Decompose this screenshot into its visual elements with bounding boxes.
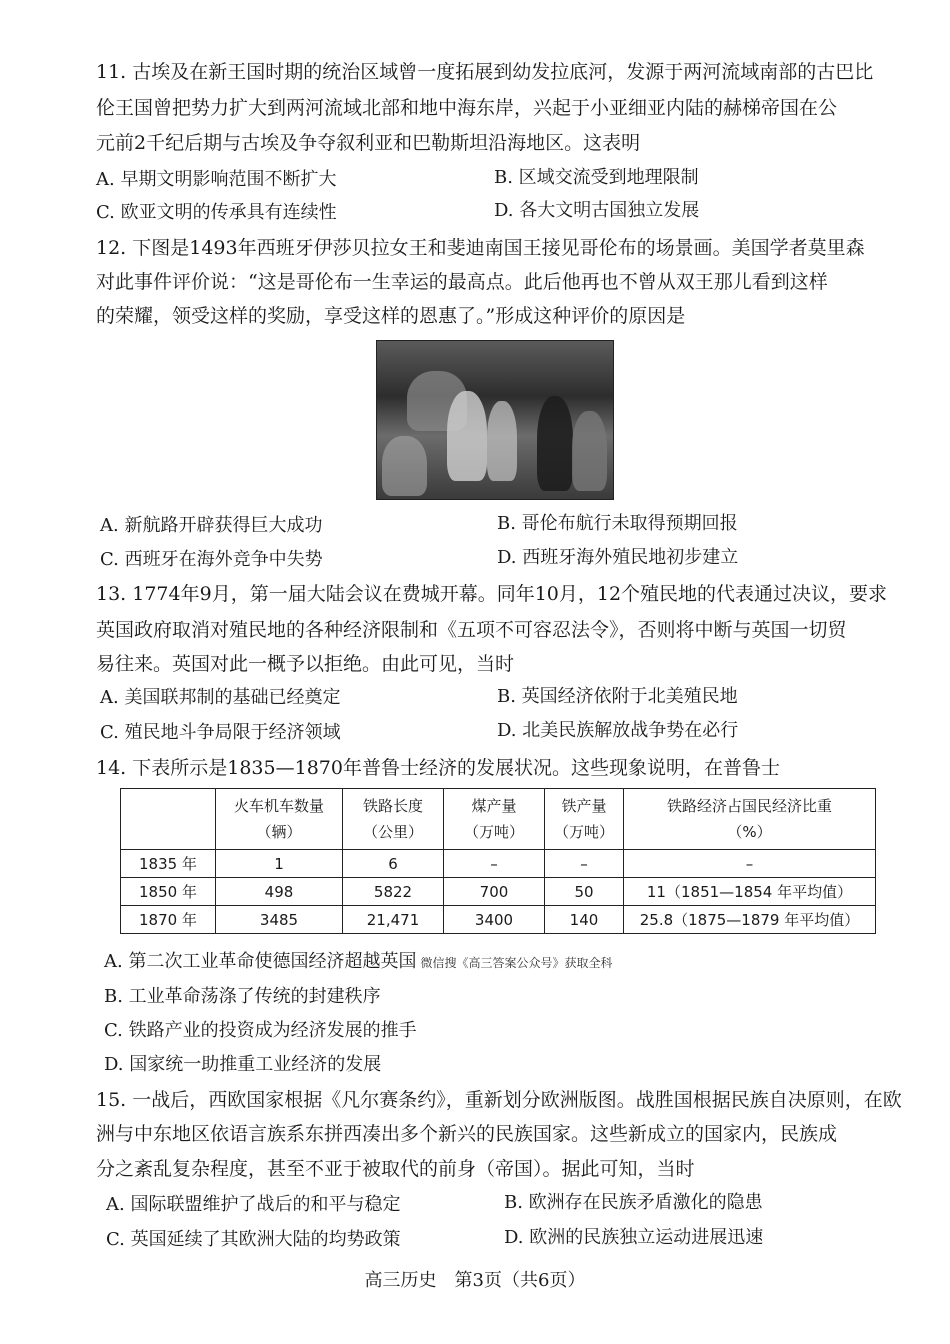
q11-option-c: C. 欧亚文明的传承具有连续性 (96, 202, 337, 223)
q14-option-a: A. 第二次工业革命使德国经济超越英国 微信搜《高三答案公众号》获取全科 (104, 951, 613, 972)
table-header-locomotives: 火车机车数量 （辆） (216, 789, 343, 850)
table-row (121, 850, 876, 878)
q15-line-2: 洲与中东地区依语言族系东拼西凑出多个新兴的民族国家。这些新成立的国家内，民族成 (96, 1123, 838, 1145)
q11-line-1: 11. 古埃及在新王国时期的统治区域曾一度拓展到幼发拉底河，发源于两河流域南部的古巴比 (96, 61, 874, 83)
table-cell: 1850 年 (121, 878, 216, 906)
table-cell: 3485 (216, 906, 343, 934)
q13-line-1: 13. 1774年9月，第一届大陆会议在费城开幕。同年10月，12个殖民地的代表通过决议，要求 (96, 583, 888, 605)
q13-option-c: C. 殖民地斗争局限于经济领域 (100, 722, 341, 743)
q14-option-b: B. 工业革命荡涤了传统的封建秩序 (104, 986, 381, 1007)
table-cell: 6 (343, 850, 444, 878)
q12-line-3: 的荣耀，领受这样的奖励，享受这样的恩惠了。”形成这种评价的原因是 (96, 305, 686, 327)
q14-option-d: D. 国家统一助推重工业经济的发展 (104, 1054, 382, 1075)
prussia-economy-table (120, 788, 876, 934)
q15-option-b: B. 欧洲存在民族矛盾激化的隐患 (504, 1192, 763, 1213)
columbus-audience-painting (376, 340, 614, 500)
page-footer: 高三历史 第3页（共6页） (364, 1270, 586, 1291)
q13-option-b: B. 英国经济依附于北美殖民地 (497, 686, 738, 707)
table-cell: 5822 (343, 878, 444, 906)
table-header-row (121, 789, 876, 850)
table-row (121, 906, 876, 934)
q15-line-3: 分之紊乱复杂程度，甚至不亚于被取代的前身（帝国）。据此可知，当时 (96, 1158, 695, 1180)
q12-option-d: D. 西班牙海外殖民地初步建立 (497, 547, 739, 568)
table-row (121, 878, 876, 906)
table-cell: 1870 年 (121, 906, 216, 934)
table-cell: 25.8（1875—1879 年平均值） (624, 906, 876, 934)
table-cell: 1 (216, 850, 343, 878)
q13-line-3: 易往来。英国对此一概予以拒绝。由此可见，当时 (96, 653, 515, 675)
table-header-rail-length: 铁路长度 （公里） (343, 789, 444, 850)
q15-option-d: D. 欧洲的民族独立运动进展迅速 (504, 1227, 764, 1248)
q12-option-c: C. 西班牙在海外竞争中失势 (100, 549, 323, 570)
table-cell: 700 (444, 878, 545, 906)
table-cell: 3400 (444, 906, 545, 934)
q12-option-b: B. 哥伦布航行未取得预期回报 (497, 513, 738, 534)
q11-option-d: D. 各大文明古国独立发展 (494, 200, 700, 221)
table-cell: 50 (545, 878, 624, 906)
q11-option-b: B. 区域交流受到地理限制 (494, 167, 699, 188)
q13-option-a: A. 美国联邦制的基础已经奠定 (100, 687, 341, 708)
table-cell: 11（1851—1854 年平均值） (624, 878, 876, 906)
table-cell: – (545, 850, 624, 878)
q15-option-c: C. 英国延续了其欧洲大陆的均势政策 (106, 1229, 401, 1250)
q15-option-a: A. 国际联盟维护了战后的和平与稳定 (106, 1194, 401, 1215)
q15-line-1: 15. 一战后，西欧国家根据《凡尔赛条约》，重新划分欧洲版图。战胜国根据民族自决原则，在欧 (96, 1089, 902, 1111)
table-cell: 140 (545, 906, 624, 934)
q11-line-2: 伦王国曾把势力扩大到两河流域北部和地中海东岸，兴起于小亚细亚内陆的赫梯帝国在公 (96, 97, 838, 119)
q12-option-a: A. 新航路开辟获得巨大成功 (100, 515, 323, 536)
q11-line-3: 元前2千纪后期与古埃及争夺叙利亚和巴勒斯坦沿海地区。这表明 (96, 132, 641, 154)
q12-line-1: 12. 下图是1493年西班牙伊莎贝拉女王和斐迪南国王接见哥伦布的场景画。美国学者莫里森 (96, 237, 865, 259)
table-header-year (121, 789, 216, 850)
table-cell: 21,471 (343, 906, 444, 934)
q13-option-d: D. 北美民族解放战争势在必行 (497, 720, 739, 741)
table-cell: 498 (216, 878, 343, 906)
q13-line-2: 英国政府取消对殖民地的各种经济限制和《五项不可容忍法令》，否则将中断与英国一切贸 (96, 619, 847, 641)
table-cell: – (624, 850, 876, 878)
table-header-iron: 铁产量 （万吨） (545, 789, 624, 850)
q14-line-1: 14. 下表所示是1835—1870年普鲁士经济的发展状况。这些现象说明，在普鲁士 (96, 757, 780, 779)
table-header-coal: 煤产量 （万吨） (444, 789, 545, 850)
table-cell: – (444, 850, 545, 878)
table-cell: 1835 年 (121, 850, 216, 878)
wechat-note: 微信搜《高三答案公众号》获取全科 (420, 956, 613, 970)
q12-line-2: 对此事件评价说：“这是哥伦布一生幸运的最高点。此后他再也不曾从双王那儿看到这样 (96, 271, 828, 293)
q11-option-a: A. 早期文明影响范围不断扩大 (96, 169, 337, 190)
q14-option-c: C. 铁路产业的投资成为经济发展的推手 (104, 1020, 417, 1041)
table-header-rail-share: 铁路经济占国民经济比重 （%） (624, 789, 876, 850)
